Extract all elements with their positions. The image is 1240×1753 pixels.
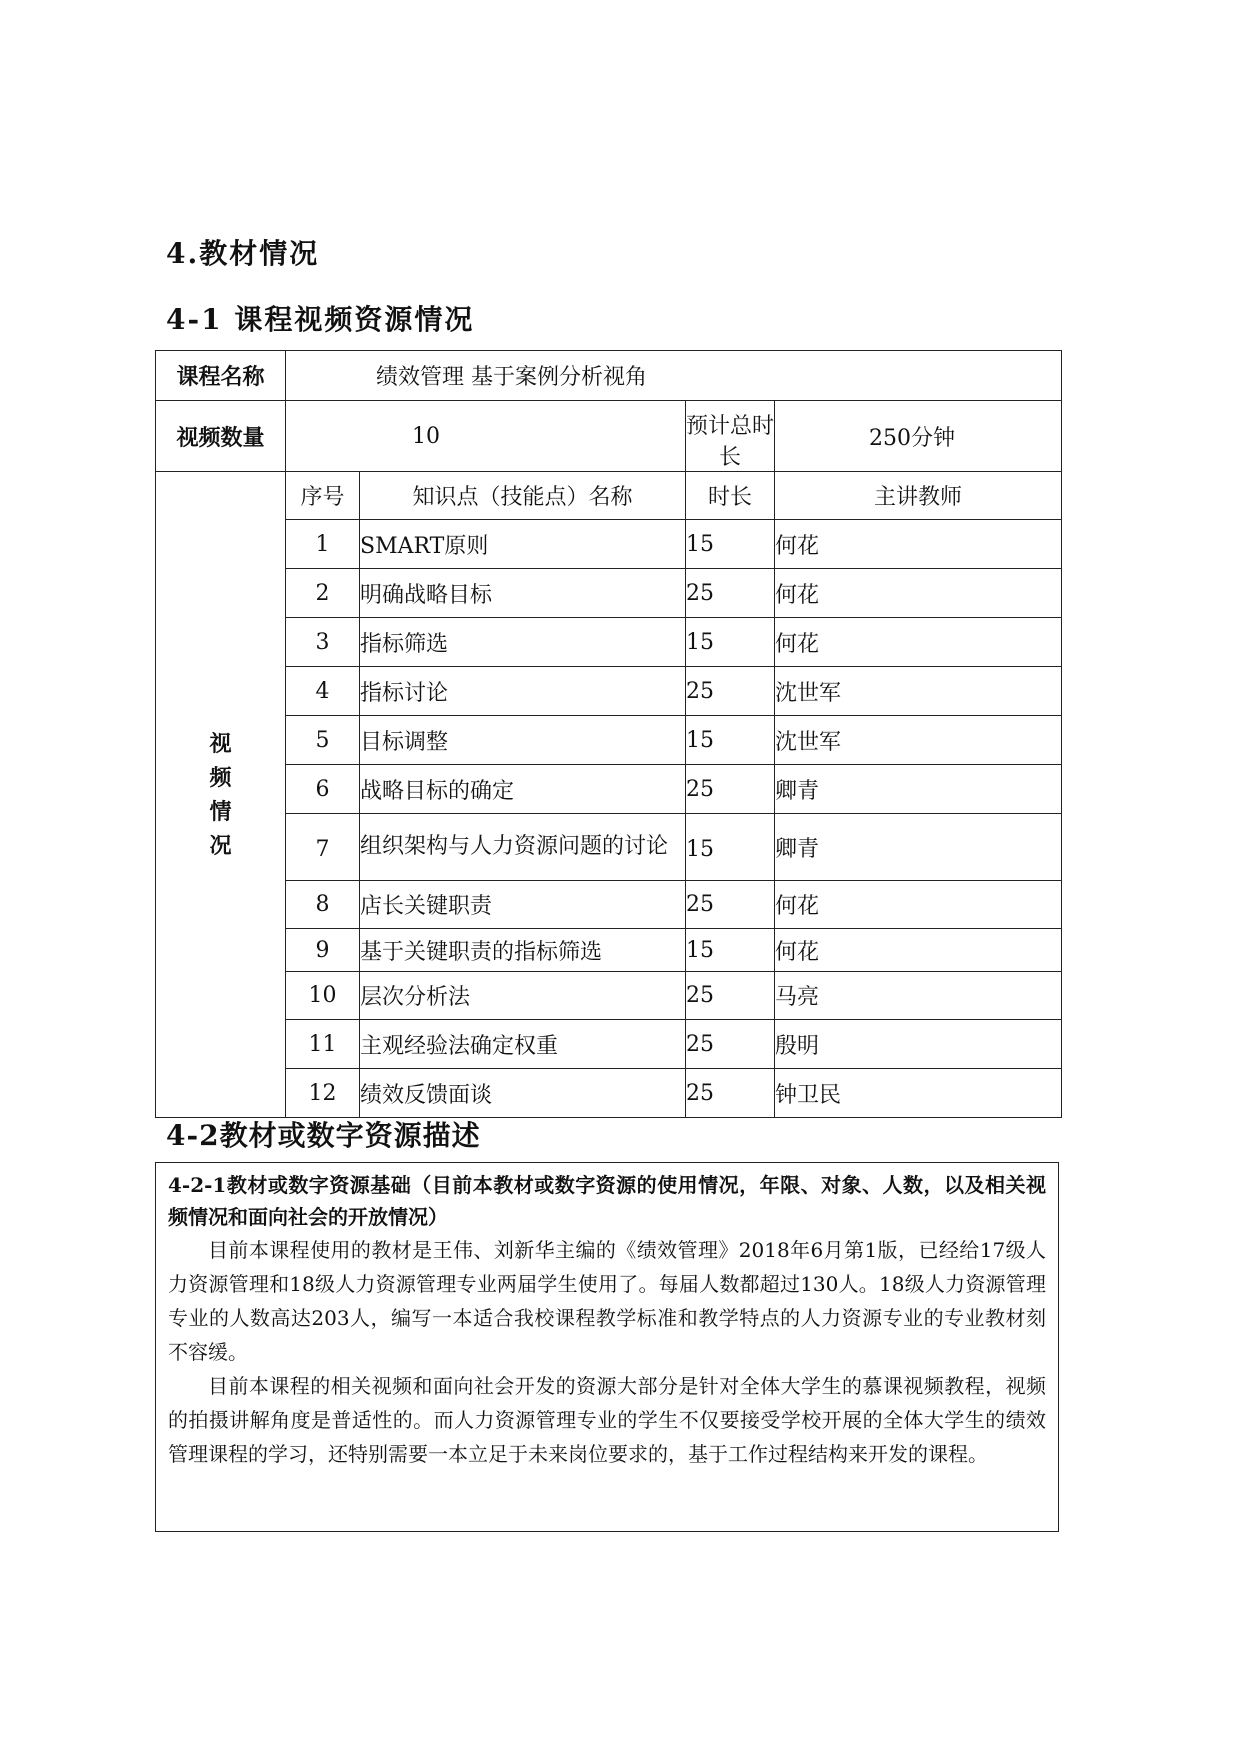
table-row: [156, 1020, 1062, 1069]
video-count-label: 视频数量: [156, 401, 286, 472]
section-heading-4: 4.教材情况: [166, 237, 320, 270]
table-row: [156, 881, 1062, 929]
row-no: 9: [286, 929, 360, 972]
row-topic: 指标讨论: [360, 667, 686, 716]
col-header-teacher: 主讲教师: [775, 472, 1062, 520]
row-minutes: 25: [686, 765, 775, 814]
row-minutes: 25: [686, 667, 775, 716]
row-topic: 绩效反馈面谈: [360, 1069, 686, 1118]
col-header-minutes: 时长: [686, 472, 775, 520]
row-teacher: 何花: [775, 929, 1062, 972]
section-heading-4-2: 4-2教材或数字资源描述: [166, 1119, 481, 1152]
row-minutes: 15: [686, 520, 775, 569]
row-topic: 层次分析法: [360, 972, 686, 1020]
row-no: 8: [286, 881, 360, 929]
video-section-label: 视频情况: [156, 472, 286, 1118]
row-topic: 基于关键职责的指标筛选: [360, 929, 686, 972]
row-topic: 店长关键职责: [360, 881, 686, 929]
row-no: 1: [286, 520, 360, 569]
row-topic: 组织架构与人力资源问题的讨论: [360, 814, 686, 881]
row-teacher: 何花: [775, 569, 1062, 618]
description-paragraph: 目前本课程使用的教材是王伟、刘新华主编的《绩效管理》2018年6月第1版，已经给17级人力资源管理和18级人力资源管理专业两届学生使用了。每届人数都超过130人。18级人力资源管理专业的人数高达203人，编写一本适合我校课程教学标准和教学特点的人力资源专业的专业教材刻不容缓。: [168, 1238, 1046, 1364]
row-minutes: 25: [686, 569, 775, 618]
table-row: [156, 972, 1062, 1020]
row-teacher: 卿青: [775, 814, 1062, 881]
resource-description-box: [155, 1162, 1059, 1532]
description-title: 4-2-1教材或数字资源基础（目前本教材或数字资源的使用情况，年限、对象、人数，以及相关视频情况和面向社会的开放情况）: [168, 1173, 1046, 1229]
row-minutes: 15: [686, 618, 775, 667]
course-name-label: 课程名称: [156, 351, 286, 401]
row-teacher: 殷明: [775, 1020, 1062, 1069]
row-teacher: 钟卫民: [775, 1069, 1062, 1118]
row-minutes: 15: [686, 929, 775, 972]
row-no: 12: [286, 1069, 360, 1118]
table-row: [156, 667, 1062, 716]
row-minutes: 15: [686, 814, 775, 881]
video-count-row: [156, 401, 1062, 472]
table-row: [156, 618, 1062, 667]
table-row: [156, 1069, 1062, 1118]
row-minutes: 25: [686, 972, 775, 1020]
table-row: [156, 765, 1062, 814]
table-row: [156, 929, 1062, 972]
description-paragraph: 目前本课程的相关视频和面向社会开发的资源大部分是针对全体大学生的慕课视频教程，视频的拍摄讲解角度是普适性的。而人力资源管理专业的学生不仅要接受学校开展的全体大学生的绩效管理课程的学习，还特别需要一本立足于未来岗位要求的，基于工作过程结构来开发的课程。: [168, 1374, 1046, 1466]
row-teacher: 卿青: [775, 765, 1062, 814]
video-resource-table: [155, 350, 1062, 1118]
duration-value: 250分钟: [775, 401, 1062, 472]
row-no: 7: [286, 814, 360, 881]
row-minutes: 25: [686, 881, 775, 929]
table-row: [156, 520, 1062, 569]
row-teacher: 马亮: [775, 972, 1062, 1020]
video-count-value: 10: [286, 401, 686, 472]
duration-label: 预计总时长: [686, 401, 775, 472]
row-teacher: 何花: [775, 520, 1062, 569]
row-no: 3: [286, 618, 360, 667]
col-header-topic: 知识点（技能点）名称: [360, 472, 686, 520]
row-topic: SMART原则: [360, 520, 686, 569]
table-row: [156, 569, 1062, 618]
row-topic: 战略目标的确定: [360, 765, 686, 814]
row-minutes: 25: [686, 1069, 775, 1118]
row-topic: 明确战略目标: [360, 569, 686, 618]
row-no: 11: [286, 1020, 360, 1069]
row-minutes: 15: [686, 716, 775, 765]
row-topic: 主观经验法确定权重: [360, 1020, 686, 1069]
row-no: 5: [286, 716, 360, 765]
row-topic: 指标筛选: [360, 618, 686, 667]
table-row: [156, 716, 1062, 765]
row-no: 4: [286, 667, 360, 716]
course-name-row: [156, 351, 1062, 401]
row-teacher: 何花: [775, 618, 1062, 667]
row-no: 10: [286, 972, 360, 1020]
table-header-row: [156, 472, 1062, 520]
row-minutes: 25: [686, 1020, 775, 1069]
row-teacher: 沈世军: [775, 716, 1062, 765]
section-heading-4-1: 4-1 课程视频资源情况: [166, 303, 475, 336]
col-header-no: 序号: [286, 472, 360, 520]
table-row: [156, 814, 1062, 881]
row-no: 2: [286, 569, 360, 618]
row-topic: 目标调整: [360, 716, 686, 765]
row-no: 6: [286, 765, 360, 814]
row-teacher: 沈世军: [775, 667, 1062, 716]
course-name-value: 绩效管理 基于案例分析视角: [286, 351, 1062, 401]
row-teacher: 何花: [775, 881, 1062, 929]
